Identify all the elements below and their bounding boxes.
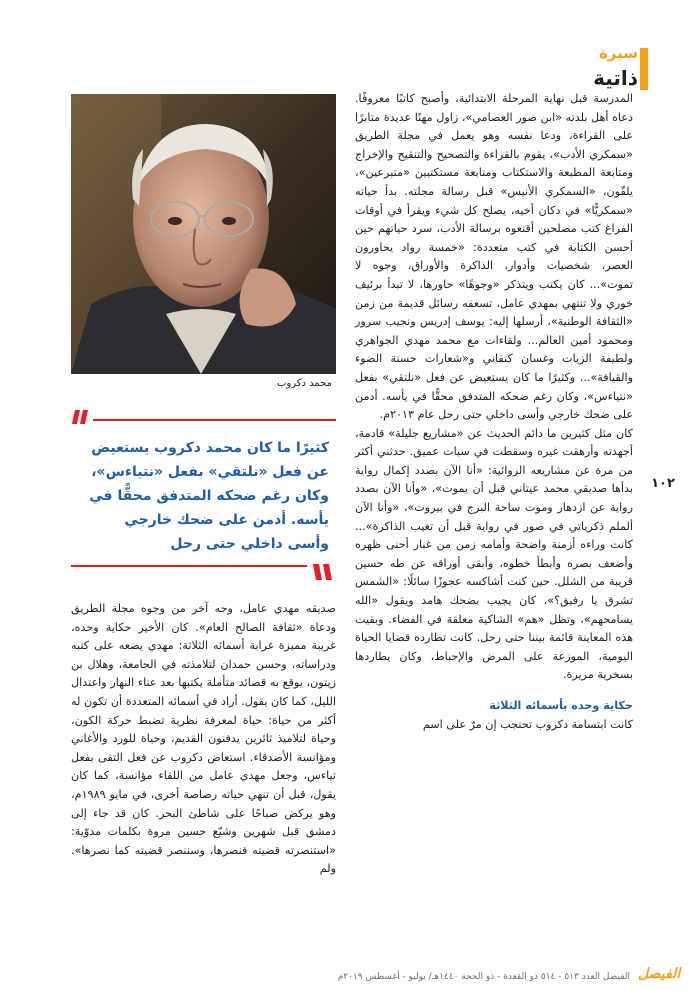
section-label-bottom: ذاتية xyxy=(593,66,638,90)
article-paragraph: كان مثل كثيرين ما دائم الحديث عن «مشاريع جليلة» قادمة، أجهدته وأرهقت غيره وسقطت في سبات عميق. حدثني أكثر من مرة عن مشاريعه الروائية: «أنا الآن بصدد إكمال رواية بدأها صديقي محمد عيتاني قبل أن يموت»، «وأنا الآن بصدد رواية عن ازدهار وموت ساحة البرج في بيروت»، «وأنا الآن ألملم ذكرياتي في صور في رواية قبل أن تغيب الذاكرة»... كانت وراءه أزمنة واضحة وأمامه زمن من غبار أحنى ظهره وأضعف بصره وأبطأ خطوه، وأبقى أوراقه عن طه حسين قريبة من الشلل. حين كنت أشاكسه عجوزًا سائلًا: «الشمس تشرق يا رفيق؟»، كان يجيب بضحك هامد ويقول «الله يسامحهم»، وتظل «هم» الشاكية معلقة في الفضاء. وبقيت هذه المعاينة قائمة بيننا حتى رحل. كانت تطارده قضايا الحياة اليومية، الموزعة على المرض والإحباط، وكان يطاردها بسخرية مريرة. xyxy=(355,426,633,682)
pull-quote-top-rule xyxy=(71,410,336,424)
section-label-top: سيرة xyxy=(598,44,638,62)
portrait-illustration xyxy=(71,94,336,374)
section-subheading: حكاية وحده بأسمائه الثلاثة xyxy=(489,699,633,712)
issue-footer: الفيصل العدد ٥١٣ - ٥١٤ ذو القعدة - ذو الحجة ١٤٤٠هـ/ يوليو - أغسطس ٢٠١٩م xyxy=(337,972,630,982)
portrait-photo xyxy=(71,94,336,374)
photo-caption: محمد دكروب xyxy=(277,378,332,389)
pull-quote-bottom-rule xyxy=(71,562,336,580)
logo-accent-bar xyxy=(640,48,648,90)
article-paragraph: صديقه مهدي عامل، وجه آخر من وجوه مجلة الطريق ودعاة «ثقافة الصالح العام». كان الأخير حكاية وحده، غريبة مميزة غرابة أسمائه الثلاثة: مهدي يضعه على كتبه ودراساته، وحسن حمدان لتلامذته في الجامعة، وهلال بن زيتون، يوقع به قصائد متأملة يكتبها بعد عناء النهار واعتدال الليل، كما كان يقول. أراد في أسمائه المتعددة أن تكون له أكثر من حياة: حياة لمعرفة نظرية تضبط حركة الكون، وحياة لتلاميذ ثائرين يدفنون القديم، وحياة للورد والأغاني ومؤانسة الأصدقاء. استعاض دكروب عن فعل التقى بفعل تياءس، وجعل مهدي عامل من اللقاء مؤانسة، كما كان يقول، قبل أن تنهي حياته رصاصة أخرى، في مايو ١٩٨٩م، وهو يركض صباحًا على شاطئ البحر. كان قد جاء إلى دمشق قبل شهرين وشيّع حسين مروة بكلمات مدوّية: «استنصرته قضيته فنصرها، وسننصر قضيته كما نصرها». ولم xyxy=(71,602,336,876)
pull-quote-text: كثيرًا ما كان محمد دكروب يستعيض عن فعل «نلتقي» بفعل «نتياءس»، وكان رغم ضحكه المتدفق محقًّا في يأسه. أدمن على ضحك خارجي وأسى داخلي حتى رحل xyxy=(89,440,329,552)
left-article-column xyxy=(71,600,336,879)
section-logo xyxy=(588,44,650,94)
quote-mark-close-icon xyxy=(313,564,332,580)
right-article-column xyxy=(355,90,633,734)
article-paragraph: كانت ابتسامة دكروب تحتجب إن مرّ على اسم xyxy=(422,717,633,731)
quote-mark-open-icon xyxy=(72,410,88,424)
magazine-brand: الفيصل xyxy=(638,966,681,982)
article-paragraph: المدرسة قبل نهاية المرحلة الابتدائية، وأصبح كاتبًا معروفًا. دعاه أهل بلدته «ابن صور العصامي»، زاول مهنًا عديدة متابرًا على القراءة، ودعا نفسه وهو يعمل في مجلة الطريق «سمكري الأدب»، يقوم بالقراءة والتصحيح والتنقيح والإخراج ومتابعة المطبعة والاستكتاب ومتابعة مستكتبين «متبرعين»، يلقّون، «السمكري الأنيس» قبل رسالة مجلته. بدأ حياته «سمكريًّا» في دكان أخيه، يصلح كل شيء ويقرأ في أوقات الفراغ كتب مصلحين أقنعوه برسالة الأدب، سرد حياتهم حين أحسن الكتابة في كتب متعددة: «خمسة رواد يحاورون العصر، شخصيات وأدوار، الذاكرة والأوراق، وجوه لا تموت»... كان يكتب ويتذكر «وجوهًا» حاورها، لا تبدأ برئيف خوري ولا تنتهي بمهدي عامل، تسعفه رسائل قديمة من زمن «الثقافة الوطنية»، أرسلها إليه: يوسف إدريس ونجيب سرور ومحمود أمين العالم... ولقاءات مع محمد مهدي الجواهري ولطيفة الزيات وغسان كنفاني و«شعارات حسنة الضوء والقيافة»... وكثيرًا ما كان يستعيض عن فعل «نلتقي» بفعل «نتياءس»، وكان رغم ضحكه المتدفق محقًّا في يأسه. أدمن على ضحك خارجي وأسى داخلي حتى رحل عام ٢٠١٣م. xyxy=(355,92,633,422)
page-number: ١٠٢ xyxy=(651,476,675,491)
